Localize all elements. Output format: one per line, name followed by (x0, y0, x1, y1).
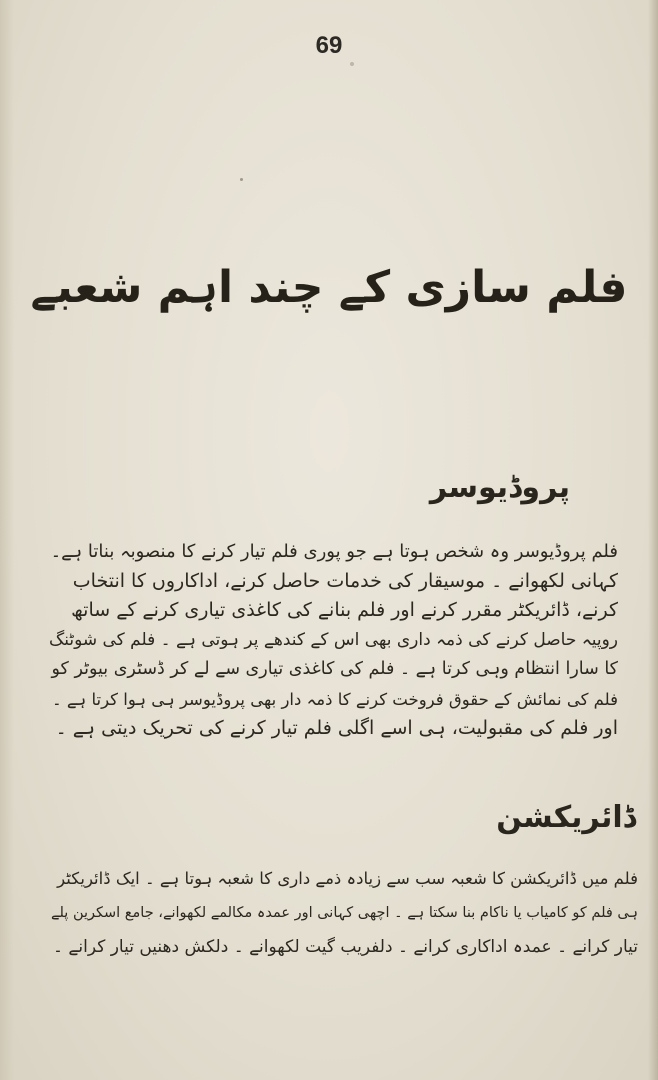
section-heading-producer: پروڈیوسر (429, 470, 570, 505)
text-line: اور فلم کی مقبولیت، ہی اسے اگلی فلم تیار کرنے کی تحریک دیتی ہے ۔ (55, 717, 618, 739)
paragraph-direction (48, 862, 638, 964)
paper-speck (240, 178, 243, 181)
section-heading-direction: ڈائریکشن (496, 800, 636, 835)
page-title: فلم سازی کے چند اہم شعبے (30, 262, 628, 313)
text-line: کہانی لکھوانے ۔ موسیقار کی خدمات حاصل کرنے، اداکاروں کا انتخاب (72, 569, 618, 592)
paper-speck (350, 62, 354, 66)
text-line: کا سارا انتظام وہی کرتا ہے ۔ فلم کی کاغذی تیاری سے لے کر ڈسٹری بیوٹر کو (51, 659, 618, 679)
text-line: فلم میں ڈائریکشن کا شعبہ سب سے زیادہ ذمے داری کا شعبہ ہوتا ہے ۔ ایک ڈائریکٹر (57, 869, 638, 888)
text-line: کرنے، ڈائریکٹر مقرر کرنے اور فلم بنانے کی کاغذی تیاری کرنے کے ساتھ (71, 599, 618, 621)
page-number: 69 (315, 32, 343, 59)
text-line: تیار کرانے ۔ عمدہ اداکاری کرانے ۔ دلفریب گیت لکھوانے ۔ دلکش دھنیں تیار کرانے ۔ (53, 937, 638, 957)
paragraph-producer (40, 537, 618, 744)
text-line: فلم پروڈیوسر وہ شخص ہوتا ہے جو پوری فلم تیار کرنے کا منصوبہ بناتا ہے۔ (50, 541, 618, 562)
text-line: فلم کی نمائش کے حقوق فروخت کرنے کا ذمہ دار بھی پروڈیوسر ہی ہوا کرتا ہے ۔ (51, 689, 618, 709)
page-edge-shadow-left (0, 0, 14, 1080)
text-line: روپیہ حاصل کرنے کی ذمہ داری بھی اس کے کندھے پر ہوتی ہے ۔ فلم کی شوٹنگ (49, 629, 618, 650)
page-edge-shadow-right (648, 0, 658, 1080)
text-line: ہی فلم کو کامیاب یا ناکام بنا سکتا ہے ۔ اچھی کہانی اور عمدہ مکالمے لکھوانے، جامع اسکرین پلے (51, 905, 638, 921)
